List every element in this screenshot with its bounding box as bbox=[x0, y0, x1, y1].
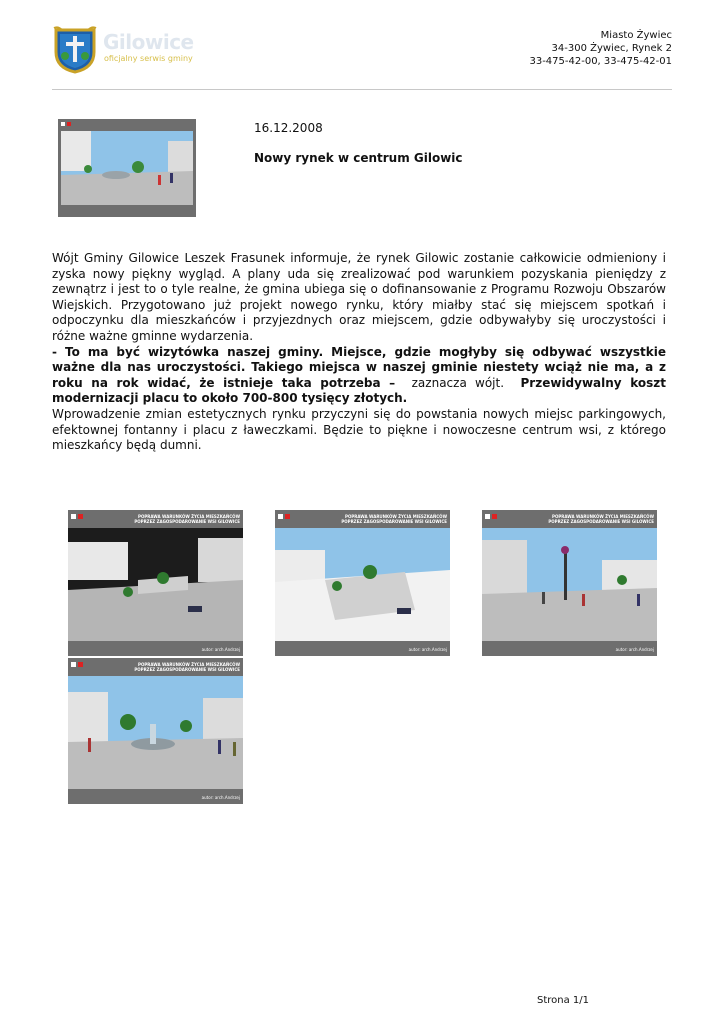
cost-bold: Przewidywalny koszt modernizacji placu to około 700-800 tysięcy złotych. bbox=[52, 375, 666, 406]
address-line: 34-300 Żywiec, Rynek 2 bbox=[551, 43, 672, 54]
address-line: Miasto Żywiec bbox=[600, 30, 672, 41]
coat-of-arms-logo[interactable] bbox=[52, 26, 98, 74]
article-thumbnail[interactable] bbox=[58, 119, 196, 217]
image-author: autor: arch.Andrzej bbox=[408, 647, 447, 652]
address-block bbox=[529, 29, 672, 68]
article-title: Nowy rynek w centrum Gilowic bbox=[254, 151, 463, 165]
page-number: Strona 1/1 bbox=[537, 995, 590, 1006]
gallery-image-street-level[interactable] bbox=[482, 510, 657, 656]
gallery-image-fountain[interactable] bbox=[68, 658, 243, 804]
logo-wordmark[interactable]: Gilowice bbox=[103, 30, 194, 54]
image-author: autor: arch.Andrzej bbox=[201, 795, 240, 800]
gallery-image-night[interactable] bbox=[68, 510, 243, 656]
image-caption: POPRAWA WARUNKÓW ŻYCIA MIESZKAŃCÓW bbox=[345, 514, 447, 519]
logo-subtitle: oficjalny serwis gminy bbox=[104, 54, 193, 63]
quote-bold: - To ma być wizytówka naszej gminy. Miejsce, gdzie mogłyby się odbywać wszystkie ważne dla nas uroczystości. Takiego miejsca w naszej gminie niestety wciąż nie ma, a z roku na rok widać, że istnieje taka potrzeba – bbox=[52, 344, 666, 390]
image-caption: POPRZEZ ZAGOSPODAROWANIE WSI GILOWICE bbox=[134, 667, 240, 672]
image-caption: POPRAWA WARUNKÓW ŻYCIA MIESZKAŃCÓW bbox=[138, 662, 240, 667]
image-caption: POPRAWA WARUNKÓW ŻYCIA MIESZKAŃCÓW bbox=[138, 514, 240, 519]
image-caption: POPRZEZ ZAGOSPODAROWANIE WSI GILOWICE bbox=[548, 519, 654, 524]
article-body bbox=[52, 251, 666, 454]
image-caption: POPRZEZ ZAGOSPODAROWANIE WSI GILOWICE bbox=[341, 519, 447, 524]
article-quote-paragraph bbox=[52, 345, 666, 407]
image-author: autor: arch.Andrzej bbox=[615, 647, 654, 652]
image-caption: POPRZEZ ZAGOSPODAROWANIE WSI GILOWICE bbox=[134, 519, 240, 524]
article-paragraph: Wójt Gminy Gilowice Leszek Frasunek informuje, że rynek Gilowic zostanie całkowicie odmieniony i zyska nowy piękny wygląd. A plany uda się zrealizować pod warunkiem pozyskania pieniędzy z zewnątrz i jest to o tyle realne, że gmina ubiega się o dofinansowanie z Programu Rozwoju Obszarów Wiejskich. Przygotowano już projekt nowego rynku, który miałby stać się miejscem spotkań i odpoczynku dla mieszkańców i przyjezdnych oraz miejscem, gdzie odbywałyby się uroczystości i różne ważne gminne wydarzenia. bbox=[52, 251, 666, 343]
quote-attribution: zaznacza wójt. bbox=[395, 375, 521, 390]
image-author: autor: arch.Andrzej bbox=[201, 647, 240, 652]
header-divider bbox=[52, 89, 672, 90]
article-date: 16.12.2008 bbox=[254, 121, 323, 135]
address-line: 33-475-42-00, 33-475-42-01 bbox=[529, 56, 672, 67]
gallery-image-aerial[interactable] bbox=[275, 510, 450, 656]
image-caption: POPRAWA WARUNKÓW ŻYCIA MIESZKAŃCÓW bbox=[552, 514, 654, 519]
article-paragraph: Wprowadzenie zmian estetycznych rynku przyczyni się do powstania nowych miejsc parkingowych, efektownej fontanny i placu z ławeczkami. Będzie to piękne i nowoczesne centrum wsi, z którego mieszkańcy będą dumni. bbox=[52, 406, 666, 453]
